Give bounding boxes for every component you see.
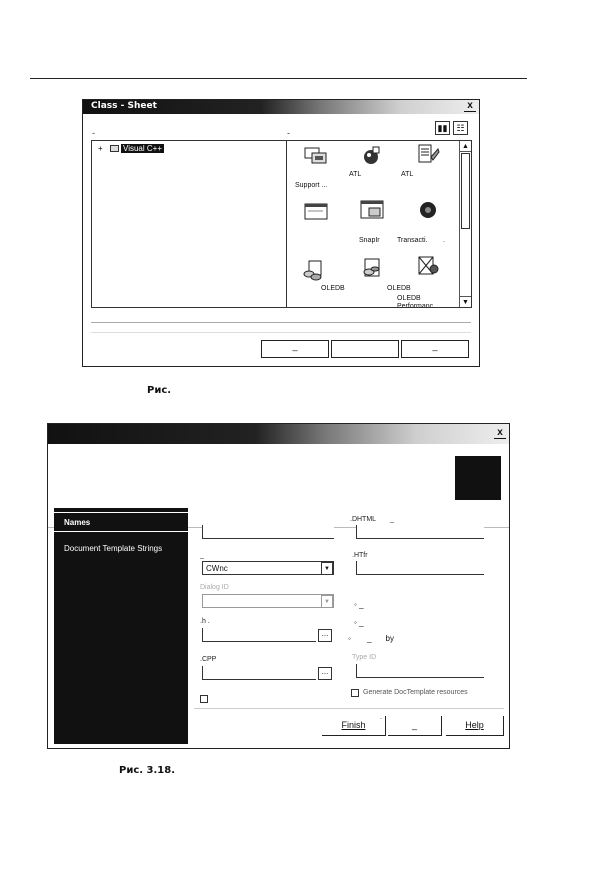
finish-dot: . xyxy=(380,714,382,721)
mfc-support-icon[interactable] xyxy=(303,145,329,167)
atl-page-icon[interactable] xyxy=(415,143,441,165)
radio-label-suffix: by xyxy=(385,634,394,643)
dropdown-arrow-icon[interactable]: ▼ xyxy=(321,562,333,575)
scroll-thumb[interactable] xyxy=(461,153,470,229)
dialog-id-select[interactable] xyxy=(202,594,334,608)
left-checkbox[interactable] xyxy=(200,695,208,703)
template-label: ATL xyxy=(349,171,362,178)
transaction-icon[interactable] xyxy=(415,199,441,221)
radio-label: _ xyxy=(367,634,372,643)
ok-button[interactable]: _ xyxy=(261,340,329,358)
window-icon[interactable] xyxy=(303,201,329,223)
templates-scrollbar[interactable] xyxy=(459,141,471,307)
template-label: Transacti. xyxy=(397,237,428,244)
page-rule xyxy=(30,78,527,79)
dhtml-input[interactable] xyxy=(356,525,484,539)
wizard-logo-icon xyxy=(455,456,501,500)
type-id-label: Type ID xyxy=(352,654,377,661)
templates-label: - xyxy=(287,128,290,138)
help-button[interactable] xyxy=(446,716,504,736)
separator xyxy=(194,708,504,709)
finish-button-label: Finish xyxy=(341,720,366,730)
oledb-icon[interactable] xyxy=(301,259,327,281)
template-label: OLEDB xyxy=(321,285,345,292)
radio-option-1[interactable]: ◦ _ xyxy=(354,600,364,609)
oledb-perf-icon[interactable] xyxy=(415,255,441,277)
oledb-consumer-icon[interactable] xyxy=(359,257,385,279)
template-label: Support ... xyxy=(295,182,328,189)
htm-label: .HTfr xyxy=(352,552,368,559)
close-button[interactable]: x xyxy=(464,101,476,112)
figure-caption: Рис. xyxy=(147,385,172,396)
new-class-dialog xyxy=(82,99,480,367)
template-label: ATL xyxy=(401,171,414,178)
nav-item-names[interactable]: Names xyxy=(64,518,91,527)
separator xyxy=(91,332,471,333)
radio-option-3[interactable]: ◦ _ by xyxy=(348,634,394,643)
htm-input[interactable] xyxy=(356,561,484,575)
snapin-icon[interactable] xyxy=(359,199,385,221)
dhtml-label: .DHTML xyxy=(350,516,377,523)
help-button-label: Help xyxy=(465,720,484,730)
cancel-button[interactable] xyxy=(331,340,399,358)
h-file-input[interactable] xyxy=(202,628,316,642)
cpp-file-input[interactable] xyxy=(202,666,316,680)
separator xyxy=(91,322,471,323)
scroll-up-arrow-icon[interactable]: ▲ xyxy=(460,141,471,152)
dhtml-suffix: _ xyxy=(390,516,394,523)
scroll-down-arrow-icon[interactable]: ▼ xyxy=(460,296,471,307)
project-types-tree[interactable] xyxy=(91,140,287,308)
radio-option-2[interactable]: ◦ _ xyxy=(354,618,364,627)
title-bar xyxy=(83,100,479,114)
radio-label: _ xyxy=(359,618,364,627)
figure-caption: Рис. 3.18. xyxy=(119,765,176,776)
tree-item-visual-cpp[interactable] xyxy=(98,144,164,153)
tree-label: - xyxy=(92,128,95,138)
tree-item-label: Visual C++ xyxy=(123,144,162,153)
title-bar xyxy=(48,424,509,444)
generate-resources-checkbox[interactable] xyxy=(351,689,359,697)
dialog-id-label: Dialog ID xyxy=(200,584,229,591)
help-button[interactable]: _ xyxy=(401,340,469,358)
template-dot: . xyxy=(443,237,445,244)
h-file-browse-button[interactable]: ... xyxy=(318,629,332,642)
expand-icon[interactable]: + xyxy=(98,144,103,153)
type-id-input[interactable] xyxy=(356,664,484,678)
template-label: SnapIr xyxy=(359,237,380,244)
radio-label: _ xyxy=(359,600,364,609)
folder-icon xyxy=(110,145,119,152)
wizard-nav xyxy=(54,508,188,744)
class-name-input[interactable] xyxy=(202,525,334,539)
base-class-label: _ xyxy=(200,552,204,559)
class-wizard-dialog xyxy=(47,423,510,749)
nav-item-doc-template-strings[interactable]: Document Template Strings xyxy=(64,544,163,553)
template-label: OLEDB Performanc.. xyxy=(397,295,438,308)
base-class-value: CWnc xyxy=(206,564,228,573)
templates-list[interactable] xyxy=(286,140,472,308)
template-label: OLEDB xyxy=(387,285,411,292)
dialog-title: Class - Sheet xyxy=(91,101,157,111)
generate-resources-label: Generate DocTemplate resources xyxy=(363,689,468,696)
h-file-label: .h . xyxy=(200,618,210,625)
close-button[interactable]: x xyxy=(494,428,506,439)
finish-button[interactable] xyxy=(322,716,386,736)
base-class-select[interactable] xyxy=(202,561,334,575)
cpp-file-browse-button[interactable]: ... xyxy=(318,667,332,680)
dropdown-arrow-icon[interactable]: ▼ xyxy=(321,595,333,608)
list-view-button[interactable]: ☷ xyxy=(453,121,468,135)
cpp-file-label: .CPP xyxy=(200,656,217,663)
large-icons-view-button[interactable]: ▮▮ xyxy=(435,121,450,135)
cancel-button[interactable]: _ xyxy=(388,716,442,736)
atl-object-icon[interactable] xyxy=(359,145,385,167)
